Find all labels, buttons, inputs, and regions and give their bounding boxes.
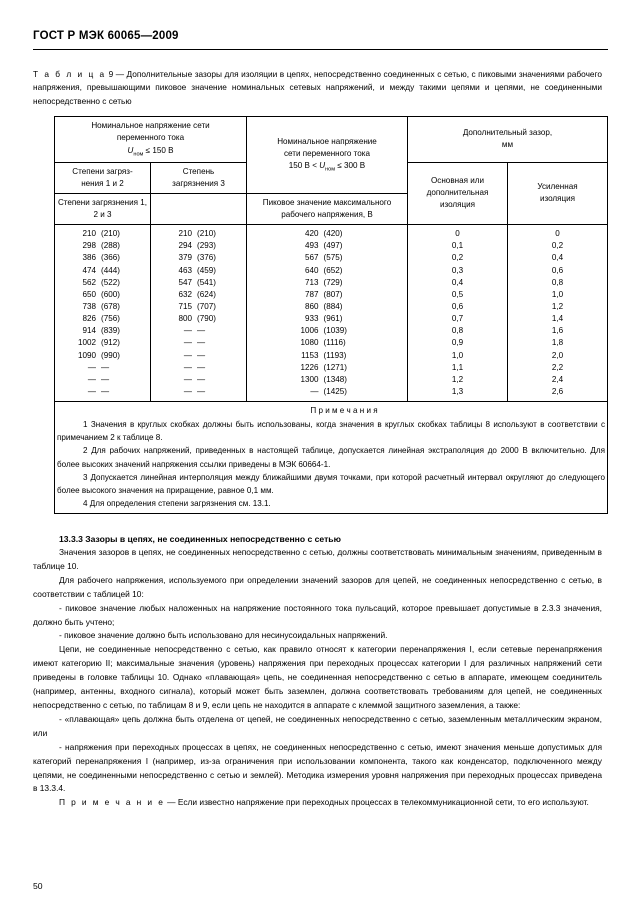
table-row: 0,5 xyxy=(451,289,464,299)
section-note xyxy=(33,796,602,810)
notes-title: П р и м е ч а н и я xyxy=(310,406,378,416)
header-sub4-line1: Основная или xyxy=(431,176,484,186)
cell-value: 547 xyxy=(178,277,192,287)
section-heading-13-3-3: 13.3.3 Зазоры в цепях, не соединенных непосредственно с сетью xyxy=(59,534,341,545)
cell-value: 1153 xyxy=(301,350,319,360)
header-sub1-line1: Степени загряз- xyxy=(72,166,133,176)
table-row xyxy=(249,240,405,252)
table-row: 0,4 xyxy=(451,277,464,287)
header-g1-line1: Номинальное напряжение сети xyxy=(91,121,210,131)
table-row: 1,6 xyxy=(551,326,564,336)
cell-value: — xyxy=(87,374,96,384)
cell-value: — xyxy=(183,350,192,360)
table-row xyxy=(153,313,244,325)
table-row xyxy=(153,277,244,289)
body-text xyxy=(33,534,608,810)
cell-value-parenthetical: — xyxy=(101,374,110,384)
table-row xyxy=(57,277,148,289)
cell-value: 386 xyxy=(82,253,96,263)
cell-value: 632 xyxy=(178,289,192,299)
cell-value-parenthetical: (729) xyxy=(323,277,343,287)
header-basic-supplementary-insulation xyxy=(408,162,508,225)
cell-value-parenthetical: (600) xyxy=(101,289,120,299)
note-item: 4 Для определения степени загрязнения см. 13.1. xyxy=(83,498,271,508)
cell-value-parenthetical: — xyxy=(197,362,206,372)
cell-value-parenthetical: (1116) xyxy=(323,338,346,348)
table-row xyxy=(57,337,148,349)
cell-value: 1002 xyxy=(77,338,96,348)
cell-value-parenthetical: — xyxy=(197,326,206,336)
table-notes xyxy=(55,402,608,514)
table-row xyxy=(57,289,148,301)
table-row xyxy=(153,289,244,301)
data-col-2-values xyxy=(153,228,244,398)
u-symbol: U xyxy=(127,145,134,155)
section-paragraphs xyxy=(33,546,602,796)
cell-value: 493 xyxy=(304,241,319,251)
cell-value: 738 xyxy=(82,302,96,311)
cell-value: 210 xyxy=(82,229,96,239)
header-g2-line3 xyxy=(249,160,405,174)
table-row: 1,1 xyxy=(451,362,464,372)
cell-value: 474 xyxy=(82,265,96,275)
table-notes-row xyxy=(55,402,608,514)
cell-value-parenthetical: (652) xyxy=(323,265,343,275)
cell-value: 650 xyxy=(82,289,96,299)
table-row xyxy=(153,301,244,313)
cell-value: 294 xyxy=(178,241,192,251)
table-row: 1,4 xyxy=(551,314,564,324)
table-caption-text: — Дополнительные зазоры для изоляции в цепях, непосредственно соединенных с сетью, с пиковыми значениями рабочего напряжения, превышающими пиковое значение номинальных сетевых напряжений, и между такими цепями и цепями, не соединенными непосредственно с сетью xyxy=(33,69,602,106)
table-row: 0 xyxy=(555,229,560,239)
cell-value-parenthetical: (790) xyxy=(197,314,216,324)
table-row xyxy=(57,374,148,386)
header-sub4-line3: изоляция xyxy=(439,200,476,210)
cell-value-parenthetical: (288) xyxy=(101,241,120,251)
section-note-text: — Если известно напряжение при переходных процессах в телекоммуникационной сети, то его используют. xyxy=(167,797,589,808)
cell-value-parenthetical: (707) xyxy=(197,302,216,311)
table-row xyxy=(153,362,244,374)
cell-value: 1090 xyxy=(77,350,96,360)
cell-value-parenthetical: — xyxy=(197,338,206,348)
u-subscript-2: ном xyxy=(325,166,336,173)
cell-value-parenthetical: (541) xyxy=(197,277,216,287)
header-g1-line3 xyxy=(57,145,244,159)
table-row: 1,2 xyxy=(551,302,564,311)
cell-value-parenthetical: — xyxy=(197,374,206,384)
header-g2-line2: сети переменного тока xyxy=(283,149,370,159)
cell-value-parenthetical: (839) xyxy=(101,326,120,336)
cell-value-parenthetical: (575) xyxy=(323,253,343,263)
table-header-row-1 xyxy=(55,117,608,162)
cell-value: 1080 xyxy=(300,338,319,348)
body-paragraph: - пиковое значение должно быть использовано для несинусоидальных напряжений. xyxy=(59,630,388,641)
table-row: 0,2 xyxy=(451,253,464,263)
header-sub1-line2: нения 1 и 2 xyxy=(81,178,124,188)
data-col-3-values xyxy=(249,228,405,398)
cell-value: — xyxy=(183,386,192,396)
cell-value-parenthetical: (807) xyxy=(323,289,343,299)
cell-value: — xyxy=(87,386,96,396)
table-data-block xyxy=(55,225,608,402)
cell-value-parenthetical: (1271) xyxy=(323,362,347,372)
cell-value-parenthetical: (884) xyxy=(323,302,343,311)
table-row xyxy=(57,228,148,240)
cell-value: — xyxy=(183,326,192,336)
table-row xyxy=(57,325,148,337)
cell-value: 826 xyxy=(82,314,96,324)
table-row xyxy=(249,265,405,277)
table-row: 2,2 xyxy=(551,362,564,372)
cell-value: 298 xyxy=(82,241,96,251)
clearances-table xyxy=(54,116,608,514)
cell-value: 933 xyxy=(304,314,319,324)
table-row xyxy=(153,240,244,252)
document-header: ГОСТ Р МЭК 60065—2009 xyxy=(33,30,179,42)
table-row: 1,8 xyxy=(551,338,564,348)
cell-value: 800 xyxy=(178,314,192,324)
table-caption-number: 9 xyxy=(108,69,114,79)
table-row xyxy=(57,240,148,252)
table-row xyxy=(57,386,148,398)
table-row: 0,8 xyxy=(551,277,564,287)
header-group-additional-clearance xyxy=(408,117,608,162)
cell-value-parenthetical: (420) xyxy=(323,229,343,239)
body-paragraph: - пиковое значение любых наложенных на напряжение постоянного тока пульсаций, которое превышает допустимые в 2.3.3 значения, должно быть учтено; xyxy=(33,602,602,627)
data-col-4-values xyxy=(410,228,505,398)
table-row xyxy=(249,289,405,301)
cell-value: 640 xyxy=(304,265,319,275)
table-row: 1,0 xyxy=(551,289,564,299)
table-caption xyxy=(33,68,608,108)
table-row xyxy=(153,228,244,240)
cell-value-parenthetical: — xyxy=(101,386,110,396)
body-paragraph: - напряжения при переходных процессах в цепях, не соединенных непосредственно с сетью, имеют значения меньше допустимых для категорий перенапряжения I (например, из-за ограничения при использовании компонента, такого как конденсатор, подключенного между цепями, не соединенными непосредственно с сетью и землей). Методика измерения уровня напряжения при переходных процессах приведена в 13.3.4. xyxy=(33,741,602,794)
table-row xyxy=(249,362,405,374)
table-row: 1,3 xyxy=(451,386,464,396)
cell-value-parenthetical: (376) xyxy=(197,253,216,263)
table-row xyxy=(153,265,244,277)
data-col-basic-insulation xyxy=(408,225,508,402)
cell-value: — xyxy=(87,362,96,372)
body-paragraph: Для рабочего напряжения, используемого при определении значений зазоров для цепей, не соединенных непосредственно с сетью, в соответствии с таблицей 10: xyxy=(33,574,602,599)
table-row xyxy=(249,374,405,386)
section-note-label: П р и м е ч а н и е xyxy=(59,797,165,808)
table-row xyxy=(57,362,148,374)
table-row: 0,6 xyxy=(451,302,464,311)
u-subscript: ном xyxy=(133,151,144,158)
cell-value: 713 xyxy=(304,277,319,287)
cell-value-parenthetical: — xyxy=(101,362,110,372)
cell-value-parenthetical: (961) xyxy=(323,314,343,324)
table-row xyxy=(249,350,405,362)
cell-value: 463 xyxy=(178,265,192,275)
table-row xyxy=(57,301,148,313)
cell-value: 379 xyxy=(178,253,192,263)
table-row: 0,6 xyxy=(551,265,564,275)
table-row: 0,8 xyxy=(451,326,464,336)
table-row: 0 xyxy=(455,229,460,239)
cell-value-parenthetical: (444) xyxy=(101,265,120,275)
header-sub4-line2: дополнительная xyxy=(426,188,489,198)
cell-value-parenthetical: (459) xyxy=(197,265,216,275)
table-row xyxy=(249,252,405,264)
cell-value-parenthetical: (756) xyxy=(101,314,120,324)
header-pollution-1-2-3-spacer xyxy=(151,193,247,224)
header-sub2-line1: Степень xyxy=(182,166,215,176)
table-row: 0,2 xyxy=(551,241,564,251)
header-divider xyxy=(33,49,608,50)
cell-value: 787 xyxy=(304,289,319,299)
header-g1-line2: переменного тока xyxy=(116,133,185,143)
table-row: 0,4 xyxy=(551,253,564,263)
cell-value: 860 xyxy=(304,302,319,311)
note-item: 3 Допускается линейная интерполяция между ближайшими двумя точками, при которой расчетный интервал округляют до следующего более высокого значения на приращение, равное 0,1 мм. xyxy=(57,472,605,495)
table-row xyxy=(153,252,244,264)
header-pollution-3 xyxy=(151,162,247,193)
header-pollution-1-2-3: Степени загрязнения 1, 2 и 3 xyxy=(55,193,151,224)
cell-value-parenthetical: (624) xyxy=(197,289,216,299)
cell-value-parenthetical: (1348) xyxy=(323,374,347,384)
cell-value: 1226 xyxy=(300,362,319,372)
table-row xyxy=(57,265,148,277)
cell-value: — xyxy=(310,386,319,396)
data-col-pollution-3 xyxy=(151,225,247,402)
cell-value-parenthetical: (1425) xyxy=(323,386,347,396)
u-symbol-2: U xyxy=(319,161,326,171)
cell-value-parenthetical: (366) xyxy=(101,253,120,263)
cell-value: 210 xyxy=(178,229,192,239)
page-number: 50 xyxy=(33,881,43,891)
cell-value-parenthetical: (678) xyxy=(101,302,120,311)
header-sub5-line2: изоляция xyxy=(539,194,576,204)
data-col-pollution-1-2 xyxy=(55,225,151,402)
cell-value-parenthetical: (912) xyxy=(101,338,120,348)
cell-value: 715 xyxy=(178,302,192,311)
header-sub5-line1: Усиленная xyxy=(537,182,578,192)
header-reinforced-insulation xyxy=(508,162,608,225)
cell-value: 567 xyxy=(304,253,319,263)
cell-value-parenthetical: (1193) xyxy=(323,350,347,360)
notes-list xyxy=(57,418,605,510)
cell-value-parenthetical: (210) xyxy=(197,229,216,239)
header-pollution-1-2 xyxy=(55,162,151,193)
cell-value: 914 xyxy=(82,326,96,336)
table-row xyxy=(57,313,148,325)
u-range-post: ≤ 300 В xyxy=(335,161,366,171)
table-row: 0,3 xyxy=(451,265,464,275)
table-row xyxy=(249,301,405,313)
header-group-nominal-150 xyxy=(55,117,247,162)
cell-value: — xyxy=(183,374,192,384)
table-row: 1,2 xyxy=(451,374,464,384)
table-row: 0,9 xyxy=(451,338,464,348)
header-peak-working-voltage: Пиковое значение максимального рабочего напряжения, В xyxy=(247,193,408,224)
cell-value: 420 xyxy=(304,229,319,239)
table-row xyxy=(249,313,405,325)
cell-value-parenthetical: (522) xyxy=(101,277,120,287)
cell-value: 1300 xyxy=(300,374,319,384)
table-row xyxy=(153,350,244,362)
table-row xyxy=(153,386,244,398)
cell-value: — xyxy=(183,338,192,348)
cell-value-parenthetical: — xyxy=(197,350,206,360)
table-row xyxy=(57,350,148,362)
data-col-pollution-1-2-3 xyxy=(247,225,408,402)
table-row xyxy=(249,386,405,398)
header-sub2-line2: загрязнения 3 xyxy=(172,178,225,188)
table-row xyxy=(57,252,148,264)
body-paragraph: Значения зазоров в цепях, не соединенных непосредственно с сетью, должны соответствовать минимальным значениям, приведенным в таблице 10. xyxy=(33,547,602,571)
header-g2-line1: Номинальное напряжение xyxy=(277,136,377,146)
u-condition: ≤ 150 В xyxy=(143,145,174,155)
table-row xyxy=(153,337,244,349)
table-row: 2,6 xyxy=(551,386,564,396)
header-g3-line1: Дополнительный зазор, xyxy=(462,128,553,138)
header-group-nominal-300 xyxy=(247,117,408,194)
cell-value: — xyxy=(183,362,192,372)
table-row: 0,1 xyxy=(451,241,464,251)
table-row: 1,0 xyxy=(451,350,464,360)
note-item: 1 Значения в круглых скобках должны быть использованы, когда значения в круглых скобках таблицы 8 используют в соответствии с примечанием 2 к таблице 8. xyxy=(57,420,605,443)
table-row: 2,0 xyxy=(551,350,564,360)
table-row: 2,4 xyxy=(551,374,564,384)
header-g3-line2: мм xyxy=(501,140,514,150)
data-col-1-values xyxy=(57,228,148,398)
cell-value-parenthetical: (497) xyxy=(323,241,343,251)
cell-value-parenthetical: — xyxy=(197,386,206,396)
cell-value-parenthetical: (293) xyxy=(197,241,216,251)
body-paragraph: - «плавающая» цепь должна быть отделена от цепей, не соединенных непосредственно с сетью, заземленным металлическим экраном, или xyxy=(33,713,602,738)
cell-value-parenthetical: (990) xyxy=(101,350,120,360)
table-row xyxy=(249,325,405,337)
table-row xyxy=(153,325,244,337)
cell-value-parenthetical: (1039) xyxy=(323,326,347,336)
table-caption-prefix: Т а б л и ц а xyxy=(33,69,107,79)
cell-value: 562 xyxy=(82,277,96,287)
cell-value: 1006 xyxy=(300,326,319,336)
table-row: 0,7 xyxy=(451,314,464,324)
cell-value-parenthetical: (210) xyxy=(101,229,120,239)
data-col-5-values xyxy=(510,228,605,398)
u-range-pre: 150 В < xyxy=(288,161,320,171)
table-row xyxy=(249,228,405,240)
table-row xyxy=(249,277,405,289)
data-col-reinforced-insulation xyxy=(508,225,608,402)
table-row xyxy=(249,337,405,349)
body-paragraph: Цепи, не соединенные непосредственно с сетью, как правило относят к категории перенапряжения I, если сетевые перенапряжения имеют категорию II; максимальные значения (уровень) напряжения при переходных процессах категории I для различных напряжений сети приведены в головке таблицы 10. Однако «плавающая» цепь, не соединенная непосредственно с сетью в аппарате, имеющем соединитель (например, антенны, входного сигнала), который может быть заземлен, должна соответствовать требованиям для цепей, не соединенных непосредственно с сетью, по таблицам 8 и 9, если цепь не находится в аппарате с клеммой защитного заземления, а также: xyxy=(33,644,602,710)
note-item: 2 Для рабочих напряжений, приведенных в настоящей таблице, допускается линейная экстраполяция до 2000 В включительно. Для более высоких значений напряжения ссылки приведены в МЭК 60664-1. xyxy=(57,446,605,469)
table-row xyxy=(153,374,244,386)
